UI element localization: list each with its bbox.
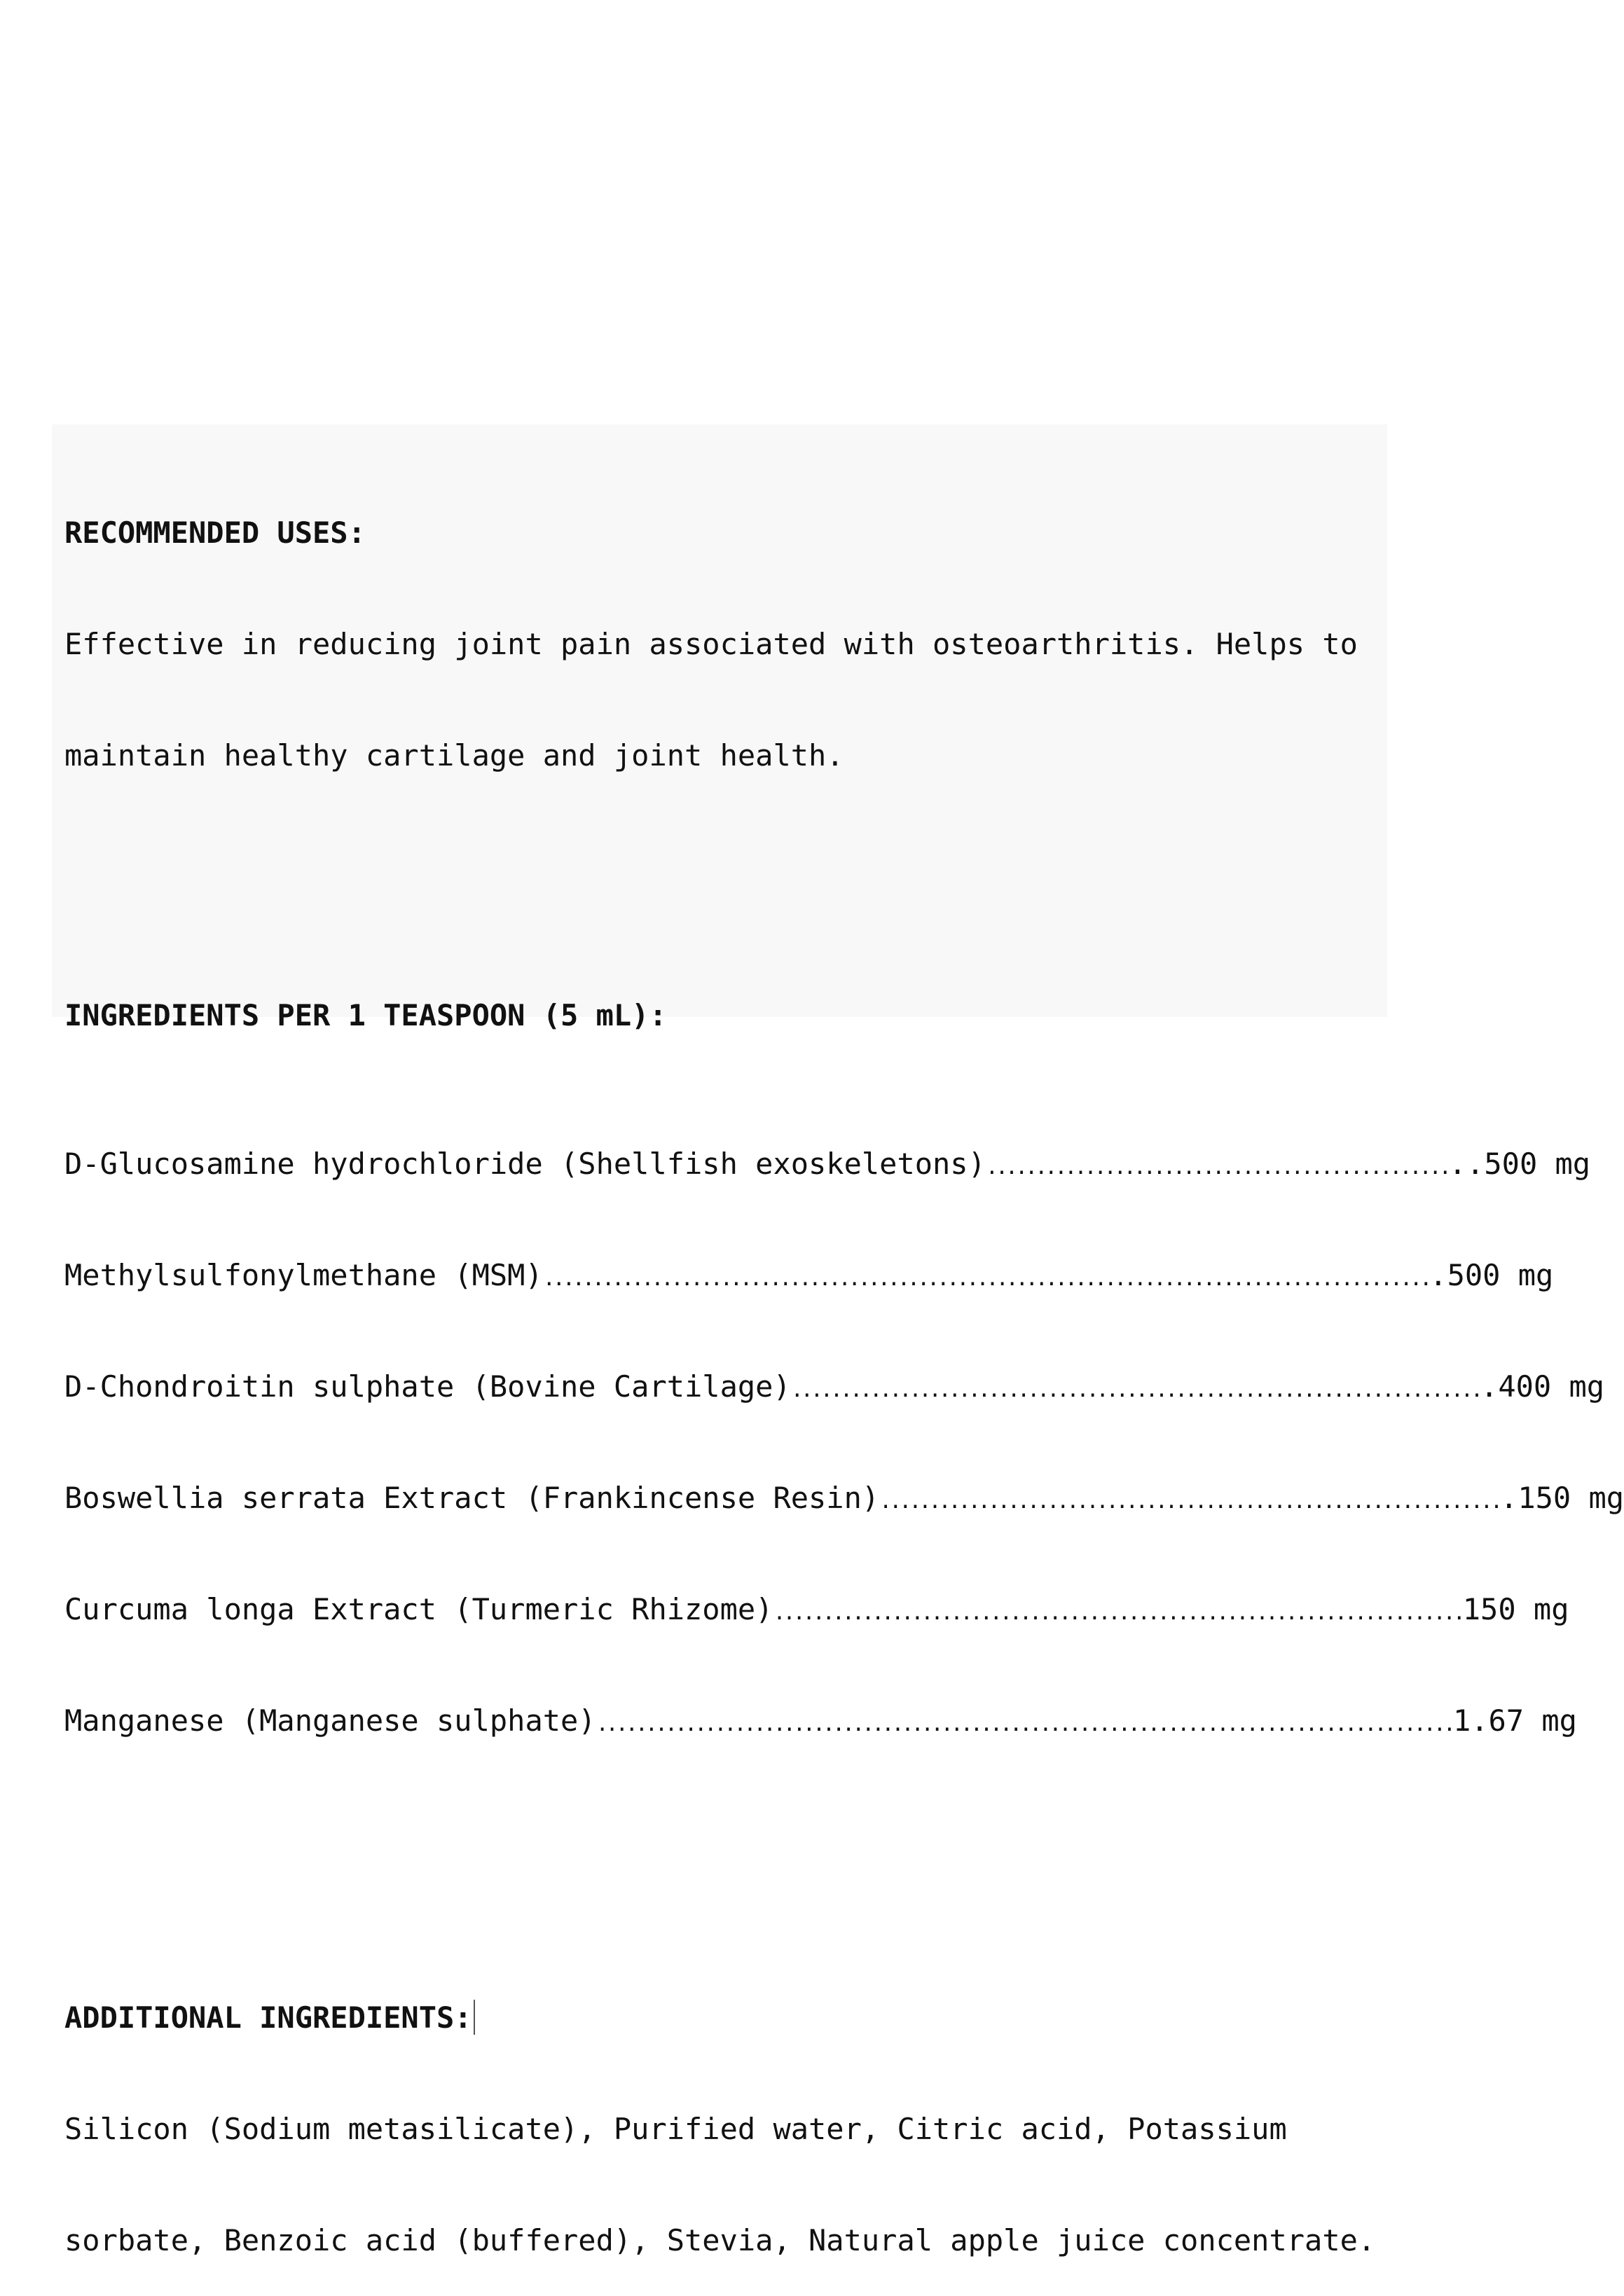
ingredient-row bbox=[64, 1591, 1569, 1628]
additional-ingredients-line-1: Silicon (Sodium metasilicate), Purified water, Citric acid, Potassium bbox=[64, 2112, 1287, 2146]
leader-dots: ............................................................... bbox=[879, 1489, 1501, 1514]
additional-ingredients-heading: ADDITIONAL INGREDIENTS: bbox=[64, 2000, 472, 2035]
section-spacer bbox=[64, 1851, 1387, 1888]
leader-dots: ....................................................................................... bbox=[596, 1712, 1453, 1736]
additional-ingredients-heading-row bbox=[64, 1999, 1387, 2036]
ingredient-row bbox=[64, 1368, 1605, 1405]
leader-dots: ...................................................................... bbox=[790, 1378, 1481, 1402]
recommended-uses-line-1: Effective in reducing joint pain associated with osteoarthritis. Helps to bbox=[64, 627, 1358, 661]
recommended-uses-line-2: maintain healthy cartilage and joint health. bbox=[64, 738, 844, 773]
ingredient-amount: ..500 mg bbox=[1448, 1147, 1591, 1181]
product-label-panel bbox=[52, 424, 1624, 2257]
ingredient-row bbox=[64, 1479, 1624, 1516]
section-spacer bbox=[64, 848, 1387, 885]
ingredient-row bbox=[64, 1702, 1577, 1739]
ingredient-row bbox=[64, 1257, 1554, 1294]
ingredient-amount: .500 mg bbox=[1429, 1258, 1554, 1292]
ingredient-row bbox=[64, 1145, 1591, 1182]
leader-dots: .......................................................................................... bbox=[542, 1266, 1430, 1291]
ingredients-heading: INGREDIENTS PER 1 TEASPOON (5 mL): bbox=[64, 998, 667, 1032]
ingredient-amount: 1.67 mg bbox=[1452, 1703, 1577, 1738]
ingredient-amount: .150 mg bbox=[1500, 1481, 1624, 1515]
ingredient-name: Manganese (Manganese sulphate) bbox=[64, 1703, 596, 1738]
leader-dots: ............................................... bbox=[985, 1155, 1449, 1180]
ingredient-name: Curcuma longa Extract (Turmeric Rhizome) bbox=[64, 1592, 773, 1626]
additional-ingredients-line-2: sorbate, Benzoic acid (buffered), Stevia, Natural apple juice concentrate. bbox=[64, 2223, 1376, 2257]
ingredient-name: Methylsulfonylmethane (MSM) bbox=[64, 1258, 543, 1292]
ingredient-name: D-Glucosamine hydrochloride (Shellfish exoskeletons) bbox=[64, 1147, 986, 1181]
ingredient-amount: 150 mg bbox=[1462, 1592, 1569, 1626]
leader-dots: ...................................................................... bbox=[773, 1600, 1463, 1625]
recommended-uses-heading: RECOMMENDED USES: bbox=[64, 516, 366, 550]
ingredient-name: Boswellia serrata Extract (Frankincense Resin) bbox=[64, 1481, 880, 1515]
ingredient-name: D-Chondroitin sulphate (Bovine Cartilage) bbox=[64, 1369, 791, 1404]
text-cursor bbox=[474, 2000, 475, 2035]
ingredient-amount: .400 mg bbox=[1480, 1369, 1605, 1404]
